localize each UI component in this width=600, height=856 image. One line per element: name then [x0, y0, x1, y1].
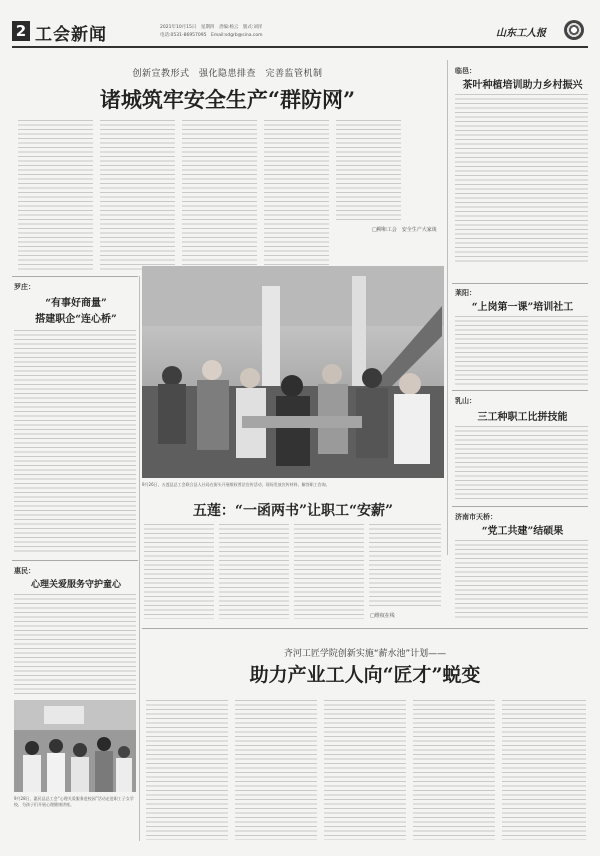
lead-kicker: 创新宣教形式 强化隐患排查 完善监管机制: [132, 69, 323, 79]
bottom-body-col-2: [235, 700, 317, 840]
bottom-body-col-3: [324, 700, 406, 840]
center-body-col-2: [219, 524, 289, 619]
date-line: 2021年10月15日 星期四 责编:杨云 版式:刘洋: [160, 25, 263, 30]
left-section-rule-2: [12, 560, 138, 561]
right-story-3-body: [455, 426, 588, 502]
right-story-2-kicker: 莱阳：: [455, 289, 476, 297]
right-story-4-body: [455, 540, 588, 618]
lead-body-col-3: [182, 120, 257, 270]
bottom-left-photo: [14, 700, 136, 792]
bottom-left-photo-caption: 9月28日，惠民县总工会“心理关爱服务进校园”活动走进职工子女学校，为孩子们开展心理健康讲座。: [14, 796, 134, 807]
center-news-photo: [142, 266, 444, 478]
right-top-headline: 茶叶种植培训助力乡村振兴: [462, 80, 583, 91]
masthead-rule: [12, 46, 588, 48]
right-story-3-headline: 三工种职工比拼技能: [477, 412, 568, 423]
lead-body-col-2: [100, 120, 175, 270]
center-story-footer: □维权在线: [370, 613, 395, 619]
left-story-2-kicker: 惠民：: [14, 567, 35, 575]
right-top-kicker: 临邑：: [455, 67, 476, 75]
right-story-2-body: [455, 316, 588, 386]
lead-body-col-5: [336, 120, 401, 220]
left-story-2-body: [14, 594, 136, 694]
lead-headline: 诸城筑牢安全生产“群防网”: [99, 87, 356, 112]
contact-line: 电话:0531-86957095 Email:sdgrb@sina.com: [160, 33, 263, 38]
center-headline: 五莲：“一函两书”让职工“安薪”: [192, 503, 394, 519]
lead-story-footer: □柳和工会 安全生产大家谈: [372, 227, 437, 233]
bottom-body-col-1: [146, 700, 228, 840]
right-section-rule-4: [452, 506, 588, 507]
lead-body-col-4: [264, 120, 329, 270]
column-divider-right: [447, 60, 448, 555]
left-story-1-body: [14, 330, 136, 555]
left-story-2-headline: 心理关爱服务守护童心: [30, 580, 121, 590]
left-story-1-headline-1: “有事好商量”: [45, 298, 107, 309]
bottom-kicker: 齐河工匠学院创新实施“薪水池”计划——: [283, 649, 447, 659]
bottom-body-col-5: [502, 700, 586, 840]
emblem-icon: [564, 20, 584, 40]
right-section-rule-2: [452, 283, 588, 284]
bottom-body-col-4: [413, 700, 495, 840]
center-body-col-1: [144, 524, 214, 619]
left-story-1-headline-2: 搭建职企“连心桥”: [35, 314, 117, 325]
right-top-body: [455, 94, 588, 264]
right-story-4-headline: “党工共建”结硕果: [481, 526, 564, 537]
center-body-col-3: [294, 524, 364, 619]
right-story-3-kicker: 乳山：: [455, 397, 476, 405]
left-story-1-kicker: 罗庄：: [14, 283, 35, 291]
masthead: [12, 18, 588, 48]
center-photo-caption: 9月26日，五莲县总工会联合县人社局在街头开展维权普法宣传活动，现场发放宣传材料，解答职工咨询。: [142, 482, 330, 487]
right-story-2-headline: “上岗第一课”培训社工: [471, 302, 574, 313]
bottom-headline: 助力产业工人向“匠才”蜕变: [249, 664, 481, 686]
right-story-4-kicker: 济南市天桥：: [455, 513, 497, 521]
center-body-col-4: [369, 524, 441, 609]
right-section-rule-3: [452, 390, 588, 391]
column-divider-left: [139, 276, 140, 841]
section-title: 工会新闻: [35, 25, 107, 45]
paper-name-logo: 山东工人报: [496, 28, 546, 39]
left-section-rule-1: [12, 276, 138, 277]
lead-body-col-1: [18, 120, 93, 270]
bottom-section-rule: [142, 628, 588, 629]
page-number-badge: 2: [12, 21, 30, 41]
